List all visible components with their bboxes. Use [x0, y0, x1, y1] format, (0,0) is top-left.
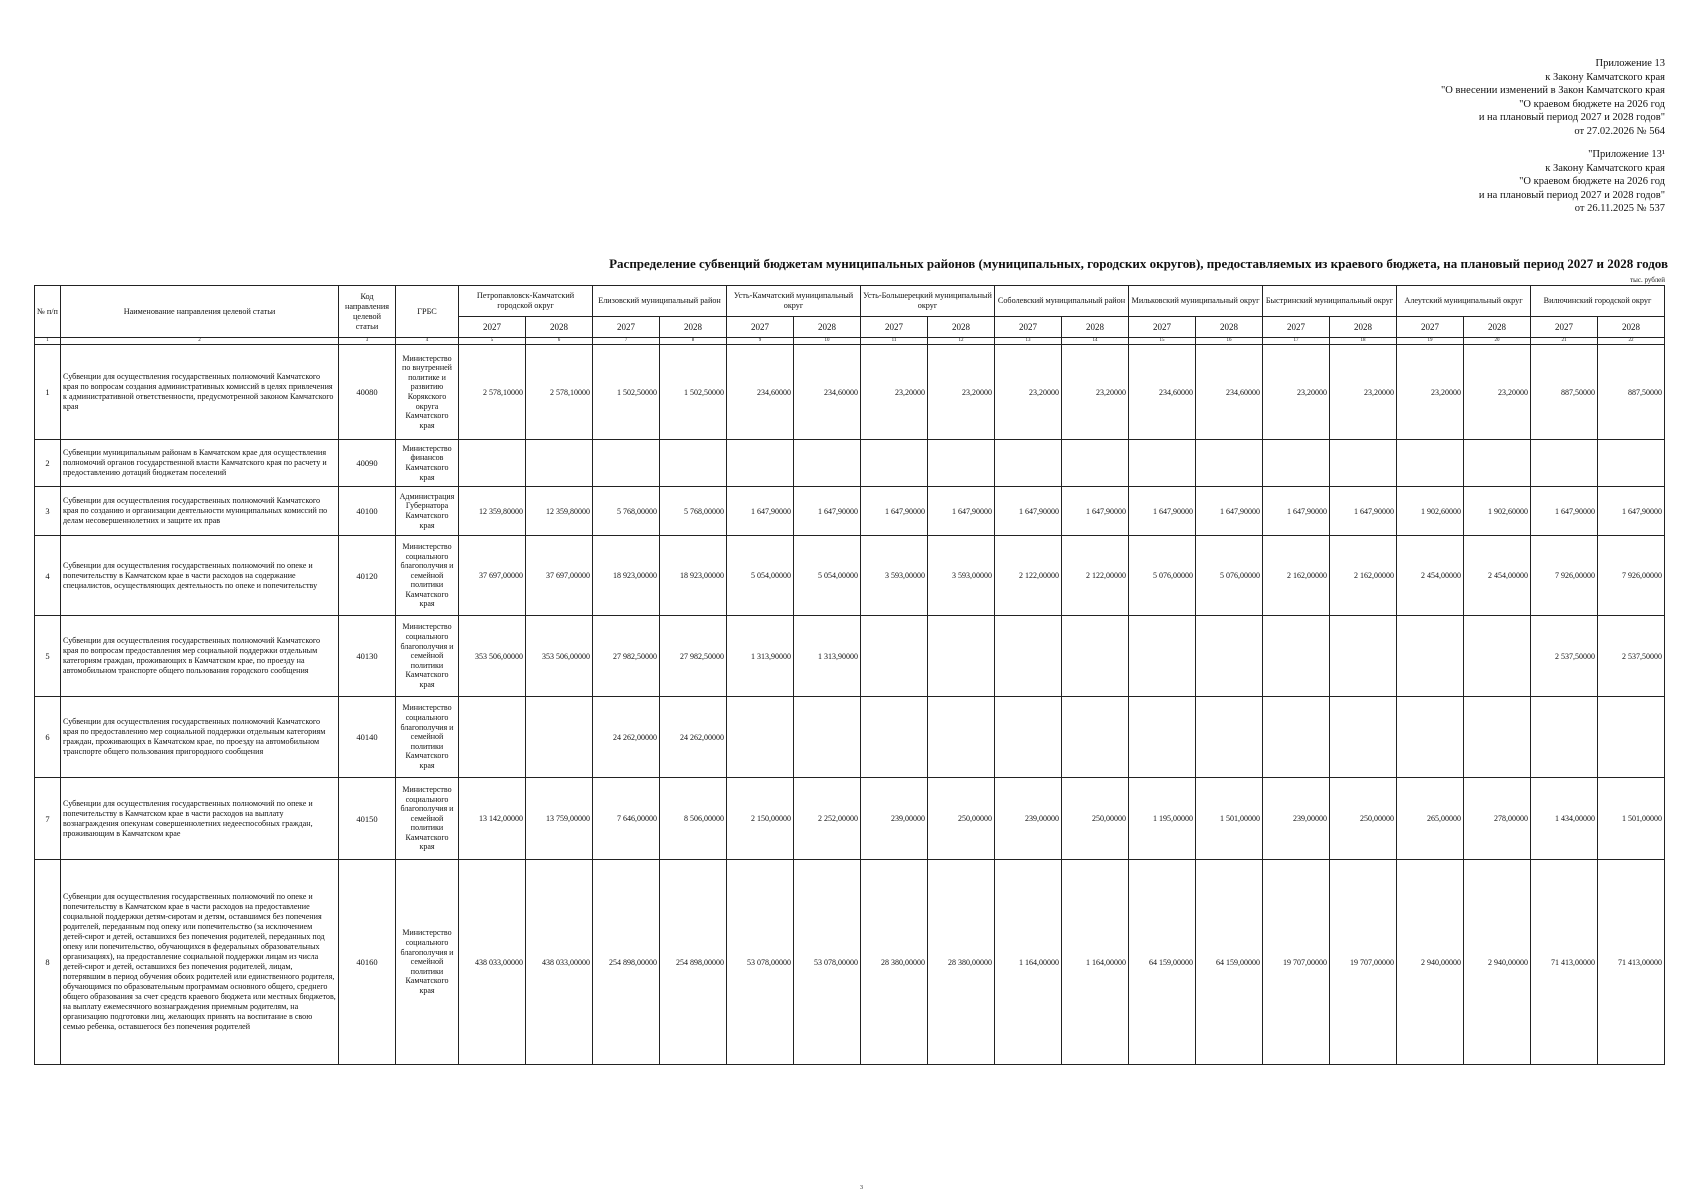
- row-value: [1464, 440, 1531, 487]
- table-row: [35, 778, 1665, 860]
- row-value: 254 898,00000: [593, 860, 660, 1065]
- header-num: № п/п: [35, 286, 61, 338]
- row-value: 239,00000: [861, 778, 928, 860]
- row-value: [1397, 616, 1464, 697]
- row-value: 250,00000: [928, 778, 995, 860]
- row-number: 5: [35, 616, 61, 697]
- row-value: 64 159,00000: [1196, 860, 1263, 1065]
- header-year: 2028: [928, 317, 995, 338]
- row-value: 23,20000: [1330, 345, 1397, 440]
- row-code: 40120: [339, 536, 396, 616]
- column-number: 19: [1397, 338, 1464, 345]
- row-value: 28 380,00000: [928, 860, 995, 1065]
- row-value: 1 502,50000: [660, 345, 727, 440]
- row-value: [727, 440, 794, 487]
- row-value: 12 359,80000: [526, 487, 593, 536]
- row-value: 24 262,00000: [593, 697, 660, 778]
- column-number: 5: [459, 338, 526, 345]
- row-value: 19 707,00000: [1330, 860, 1397, 1065]
- row-grbs: Министерство социального благополучия и семейной политики Камчатского края: [396, 860, 459, 1065]
- row-value: 239,00000: [995, 778, 1062, 860]
- row-value: 53 078,00000: [794, 860, 861, 1065]
- row-value: 2 940,00000: [1397, 860, 1464, 1065]
- row-value: 1 647,90000: [1129, 487, 1196, 536]
- row-value: 239,00000: [1263, 778, 1330, 860]
- column-number: 16: [1196, 338, 1263, 345]
- row-value: [1330, 616, 1397, 697]
- header-year: 2027: [861, 317, 928, 338]
- row-value: [928, 440, 995, 487]
- header-code: Код направления целевой статьи: [339, 286, 396, 338]
- column-number: 9: [727, 338, 794, 345]
- table-row: [35, 616, 1665, 697]
- row-value: 13 759,00000: [526, 778, 593, 860]
- column-number: 12: [928, 338, 995, 345]
- row-value: 438 033,00000: [526, 860, 593, 1065]
- row-name: Субвенции для осуществления государственных полномочий Камчатского края по предоставлению мер социальной поддержки отдельным категориям граждан, проживающих в Камчатском крае, по проезду на автомобильном транспорте общего пользования пригородного сообщения: [61, 697, 339, 778]
- row-value: [861, 697, 928, 778]
- row-value: 23,20000: [1464, 345, 1531, 440]
- row-value: [459, 440, 526, 487]
- row-value: 887,50000: [1598, 345, 1665, 440]
- header-year: 2027: [1263, 317, 1330, 338]
- row-value: 2 150,00000: [727, 778, 794, 860]
- row-grbs: Министерство социального благополучия и семейной политики Камчатского края: [396, 536, 459, 616]
- row-value: 1 647,90000: [928, 487, 995, 536]
- row-value: [1196, 697, 1263, 778]
- document-title: Распределение субвенций бюджетам муниципальных районов (муниципальных, городских округов), предоставляемых из краевого бюджета, на плановый период 2027 и 2028 годов: [609, 256, 1668, 271]
- row-value: 28 380,00000: [861, 860, 928, 1065]
- header-year: 2027: [1129, 317, 1196, 338]
- row-value: 18 923,00000: [593, 536, 660, 616]
- annex-line: к Закону Камчатского края: [1545, 162, 1665, 174]
- row-value: [526, 440, 593, 487]
- row-value: 438 033,00000: [459, 860, 526, 1065]
- column-number: 20: [1464, 338, 1531, 345]
- row-name: Субвенции для осуществления государственных полномочий по опеке и попечительству в Камчатском крае в части расходов на выплату вознаграждения опекунам совершеннолетних недееспособных граждан, проживающим в Камчатском крае: [61, 778, 339, 860]
- column-number: 10: [794, 338, 861, 345]
- row-value: 53 078,00000: [727, 860, 794, 1065]
- units-label: тыс. рублей: [1630, 276, 1665, 284]
- table-row: [35, 440, 1665, 487]
- row-value: 64 159,00000: [1129, 860, 1196, 1065]
- annex-line: от 26.11.2025 № 537: [1574, 203, 1665, 215]
- annex-line: Приложение 13: [1595, 58, 1665, 69]
- row-value: 2 454,00000: [1464, 536, 1531, 616]
- row-value: [1397, 440, 1464, 487]
- header-year: 2028: [1598, 317, 1665, 338]
- row-number: 7: [35, 778, 61, 860]
- row-value: 250,00000: [1062, 778, 1129, 860]
- row-value: 234,60000: [1129, 345, 1196, 440]
- row-name: Субвенции для осуществления государственных полномочий Камчатского края по вопросам создания административных комиссий в целях привлечения к административной ответственности, предусмотренной законом Камчатского края: [61, 345, 339, 440]
- row-value: 37 697,00000: [459, 536, 526, 616]
- row-value: [526, 697, 593, 778]
- column-number: 3: [339, 338, 396, 345]
- header-year: 2027: [1531, 317, 1598, 338]
- row-value: 23,20000: [1062, 345, 1129, 440]
- row-value: [1196, 440, 1263, 487]
- row-value: 3 593,00000: [928, 536, 995, 616]
- annex-line: "Приложение 13¹: [1588, 149, 1665, 160]
- row-value: 1 164,00000: [995, 860, 1062, 1065]
- row-value: [1129, 440, 1196, 487]
- row-value: 23,20000: [1263, 345, 1330, 440]
- row-code: 40100: [339, 487, 396, 536]
- column-number: 22: [1598, 338, 1665, 345]
- annex-line: от 27.02.2026 № 564: [1574, 125, 1665, 137]
- row-value: 3 593,00000: [861, 536, 928, 616]
- row-value: 250,00000: [1330, 778, 1397, 860]
- row-value: 5 054,00000: [794, 536, 861, 616]
- row-value: 1 502,50000: [593, 345, 660, 440]
- row-value: 5 768,00000: [593, 487, 660, 536]
- header-year: 2027: [459, 317, 526, 338]
- header-district: Усть-Камчатский муниципальный округ: [727, 286, 861, 317]
- column-number: 17: [1263, 338, 1330, 345]
- row-name: Субвенции для осуществления государственных полномочий Камчатского края по вопросам предоставления мер социальной поддержки отдельным категориям граждан, проживающих в Камчатском крае, по проезду на автомобильном транспорте общего пользования городского сообщения: [61, 616, 339, 697]
- row-value: 234,60000: [794, 345, 861, 440]
- row-value: [928, 697, 995, 778]
- column-number: 4: [396, 338, 459, 345]
- row-value: 2 537,50000: [1598, 616, 1665, 697]
- row-code: 40080: [339, 345, 396, 440]
- row-value: [1531, 697, 1598, 778]
- row-value: 2 252,00000: [794, 778, 861, 860]
- row-value: [1330, 697, 1397, 778]
- row-value: [995, 616, 1062, 697]
- row-value: 27 982,50000: [593, 616, 660, 697]
- annex-line: к Закону Камчатского края: [1545, 71, 1665, 83]
- row-value: [861, 440, 928, 487]
- column-number: 11: [861, 338, 928, 345]
- row-grbs: Министерство социального благополучия и семейной политики Камчатского края: [396, 697, 459, 778]
- row-value: [593, 440, 660, 487]
- row-value: 1 647,90000: [1062, 487, 1129, 536]
- row-grbs: Администрация Губернатора Камчатского края: [396, 487, 459, 536]
- header-name: Наименование направления целевой статьи: [61, 286, 339, 338]
- row-value: 887,50000: [1531, 345, 1598, 440]
- row-value: 353 506,00000: [459, 616, 526, 697]
- annex-line: и на плановый период 2027 и 2028 годов": [1478, 112, 1665, 124]
- column-number: 15: [1129, 338, 1196, 345]
- row-value: 2 578,10000: [459, 345, 526, 440]
- table-row: [35, 345, 1665, 440]
- row-value: 1 501,00000: [1598, 778, 1665, 860]
- header-district: Елизовский муниципальный район: [593, 286, 727, 317]
- row-value: 7 646,00000: [593, 778, 660, 860]
- row-value: 2 122,00000: [995, 536, 1062, 616]
- row-value: [1263, 440, 1330, 487]
- row-value: 353 506,00000: [526, 616, 593, 697]
- row-value: 2 940,00000: [1464, 860, 1531, 1065]
- row-code: 40140: [339, 697, 396, 778]
- row-value: 5 076,00000: [1129, 536, 1196, 616]
- row-value: [1598, 697, 1665, 778]
- annex-line: "О внесении изменений в Закон Камчатского края: [1441, 85, 1665, 97]
- row-value: 1 902,60000: [1397, 487, 1464, 536]
- row-value: [1263, 697, 1330, 778]
- annex-line: "О краевом бюджете на 2026 год: [1519, 98, 1665, 110]
- header-district: Вилючинский городской округ: [1531, 286, 1665, 317]
- column-number: 1: [35, 338, 61, 345]
- row-value: 2 122,00000: [1062, 536, 1129, 616]
- row-code: 40090: [339, 440, 396, 487]
- header-year: 2027: [1397, 317, 1464, 338]
- row-value: 2 162,00000: [1330, 536, 1397, 616]
- row-value: [1129, 616, 1196, 697]
- row-value: [1464, 697, 1531, 778]
- row-value: [1598, 440, 1665, 487]
- row-value: 5 054,00000: [727, 536, 794, 616]
- row-value: 23,20000: [861, 345, 928, 440]
- row-value: 5 076,00000: [1196, 536, 1263, 616]
- annex-original-header: [1479, 148, 1665, 216]
- row-value: 7 926,00000: [1531, 536, 1598, 616]
- row-grbs: Министерство социального благополучия и семейной политики Камчатского края: [396, 778, 459, 860]
- row-value: 278,00000: [1464, 778, 1531, 860]
- row-value: 12 359,80000: [459, 487, 526, 536]
- row-grbs: Министерство финансов Камчатского края: [396, 440, 459, 487]
- row-value: [995, 697, 1062, 778]
- row-value: 1 647,90000: [1531, 487, 1598, 536]
- row-value: 1 434,00000: [1531, 778, 1598, 860]
- column-number: 7: [593, 338, 660, 345]
- row-value: 234,60000: [727, 345, 794, 440]
- header-grbs: ГРБС: [396, 286, 459, 338]
- table-row: [35, 697, 1665, 778]
- header-district: Усть-Большерецкий муниципальный округ: [861, 286, 995, 317]
- row-value: 1 501,00000: [1196, 778, 1263, 860]
- row-value: [1062, 440, 1129, 487]
- row-value: 1 647,90000: [794, 487, 861, 536]
- table-row: [35, 536, 1665, 616]
- row-value: 71 413,00000: [1598, 860, 1665, 1065]
- row-code: 40160: [339, 860, 396, 1065]
- column-number: 2: [61, 338, 339, 345]
- row-value: 2 537,50000: [1531, 616, 1598, 697]
- row-number: 8: [35, 860, 61, 1065]
- row-value: [727, 697, 794, 778]
- row-value: 8 506,00000: [660, 778, 727, 860]
- row-value: 1 902,60000: [1464, 487, 1531, 536]
- row-value: 23,20000: [995, 345, 1062, 440]
- row-value: 71 413,00000: [1531, 860, 1598, 1065]
- row-value: 27 982,50000: [660, 616, 727, 697]
- header-district: Алеутский муниципальный округ: [1397, 286, 1531, 317]
- header-year: 2028: [1062, 317, 1129, 338]
- header-year: 2028: [1196, 317, 1263, 338]
- header-year: 2027: [727, 317, 794, 338]
- row-number: 1: [35, 345, 61, 440]
- row-code: 40130: [339, 616, 396, 697]
- row-value: [928, 616, 995, 697]
- row-value: 13 142,00000: [459, 778, 526, 860]
- column-number: 13: [995, 338, 1062, 345]
- row-value: [1464, 616, 1531, 697]
- row-value: 265,00000: [1397, 778, 1464, 860]
- column-number: 21: [1531, 338, 1598, 345]
- table-row: [35, 487, 1665, 536]
- column-number: 8: [660, 338, 727, 345]
- row-value: 23,20000: [928, 345, 995, 440]
- row-value: 1 647,90000: [995, 487, 1062, 536]
- row-value: 5 768,00000: [660, 487, 727, 536]
- row-value: [459, 697, 526, 778]
- row-value: 24 262,00000: [660, 697, 727, 778]
- row-value: 19 707,00000: [1263, 860, 1330, 1065]
- row-value: 1 195,00000: [1129, 778, 1196, 860]
- row-grbs: Министерство по внутренней политике и развитию Корякского округа Камчатского края: [396, 345, 459, 440]
- row-name: Субвенции для осуществления государственных полномочий Камчатского края по созданию и организации деятельности муниципальных комиссий по делам несовершеннолетних и защите их прав: [61, 487, 339, 536]
- column-number: 18: [1330, 338, 1397, 345]
- row-value: 1 647,90000: [1330, 487, 1397, 536]
- header-year: 2028: [660, 317, 727, 338]
- row-name: Субвенции муниципальным районам в Камчатском крае для осуществления полномочий органов государственной власти Камчатского края по расчету и предоставлению дотаций бюджетам поселений: [61, 440, 339, 487]
- header-district: Быстринский муниципальный округ: [1263, 286, 1397, 317]
- header-year: 2028: [1330, 317, 1397, 338]
- annex-current-header: [1441, 57, 1665, 139]
- row-value: 1 647,90000: [861, 487, 928, 536]
- subvention-table: [34, 285, 1665, 1065]
- row-number: 6: [35, 697, 61, 778]
- row-value: [1062, 697, 1129, 778]
- row-value: [1397, 697, 1464, 778]
- annex-line: и на плановый период 2027 и 2028 годов": [1478, 189, 1665, 201]
- row-value: 7 926,00000: [1598, 536, 1665, 616]
- row-value: 23,20000: [1397, 345, 1464, 440]
- column-number: 14: [1062, 338, 1129, 345]
- row-value: 37 697,00000: [526, 536, 593, 616]
- row-value: [660, 440, 727, 487]
- row-value: 1 313,90000: [727, 616, 794, 697]
- row-value: 1 647,90000: [1196, 487, 1263, 536]
- row-value: [1330, 440, 1397, 487]
- annex-line: "О краевом бюджете на 2026 год: [1519, 176, 1665, 188]
- row-value: [794, 697, 861, 778]
- row-value: [1196, 616, 1263, 697]
- table-row: [35, 860, 1665, 1065]
- row-value: [1263, 616, 1330, 697]
- row-name: Субвенции для осуществления государственных полномочий по опеке и попечительству в Камчатском крае в части расходов на содержание специалистов, осуществляющих деятельность по опеке и попечительству: [61, 536, 339, 616]
- header-year: 2028: [794, 317, 861, 338]
- row-value: 1 647,90000: [1263, 487, 1330, 536]
- column-number: 6: [526, 338, 593, 345]
- row-value: [1531, 440, 1598, 487]
- row-grbs: Министерство социального благополучия и семейной политики Камчатского края: [396, 616, 459, 697]
- row-value: [995, 440, 1062, 487]
- row-code: 40150: [339, 778, 396, 860]
- row-number: 4: [35, 536, 61, 616]
- row-value: [861, 616, 928, 697]
- row-value: 254 898,00000: [660, 860, 727, 1065]
- row-value: 1 647,90000: [727, 487, 794, 536]
- row-value: 2 578,10000: [526, 345, 593, 440]
- row-value: 2 162,00000: [1263, 536, 1330, 616]
- header-year: 2027: [593, 317, 660, 338]
- row-value: 1 647,90000: [1598, 487, 1665, 536]
- header-district: Соболевский муниципальный район: [995, 286, 1129, 317]
- row-value: 234,60000: [1196, 345, 1263, 440]
- header-year: 2028: [526, 317, 593, 338]
- row-number: 3: [35, 487, 61, 536]
- header-district: Петропавловск-Камчатский городской округ: [459, 286, 593, 317]
- row-number: 2: [35, 440, 61, 487]
- page-number: 3: [860, 1185, 863, 1191]
- row-name: Субвенции для осуществления государственных полномочий по опеке и попечительству в Камчатском крае в части расходов на предоставление социальной поддержки детям-сиротам и детям, оставшимся без попечения родителей, переданным под опеку или попечительство (за исключением детей-сирот и детей, оставшихся без попечения родителей, переданных под опеку или попечительство, обучающихся в федеральных образовательных организациях), на предоставление социальной поддержки лицам из числа детей-сирот и детей, оставшихся без попечения родителей, лицам, потерявшим в период обучения обоих родителей или единственного родителя, обучающимся по образовательным программам основного общего, среднего общего образования за счет средств краевого бюджета или местных бюджетов, на выплату ежемесячного вознаграждения приемным родителям, на организацию подготовки лиц, желающих принять на воспитание в свою семью ребенка, оставшегося без попечения родителей: [61, 860, 339, 1065]
- row-value: 1 164,00000: [1062, 860, 1129, 1065]
- row-value: [794, 440, 861, 487]
- header-year: 2028: [1464, 317, 1531, 338]
- row-value: [1129, 697, 1196, 778]
- header-year: 2027: [995, 317, 1062, 338]
- row-value: 1 313,90000: [794, 616, 861, 697]
- row-value: [1062, 616, 1129, 697]
- header-district: Мильковский муниципальный округ: [1129, 286, 1263, 317]
- row-value: 2 454,00000: [1397, 536, 1464, 616]
- row-value: 18 923,00000: [660, 536, 727, 616]
